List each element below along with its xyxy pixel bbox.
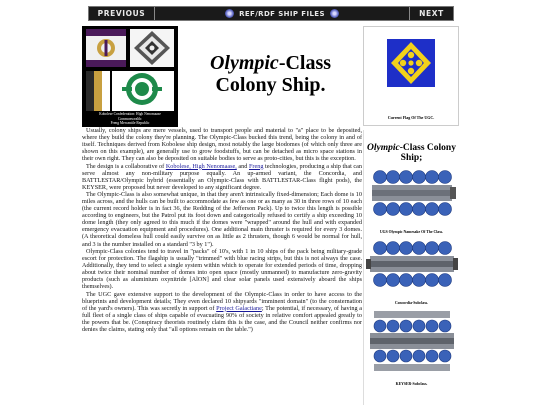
article-paragraph: Olympic-Class colonies tend to travel in "packs" of 10's, with 1 in 10 ships of the pack being military-grade escort for protection. The flagship is usually "trimmed" with blue racing strips, but this is not always the case. Additionally, they tend to select a single system within which to operate for extended periods of time, dropping about twice their nominal number of domes into open space (mostly unmanned) to manufacture zero-gravity products (such as aluminium oxynitride [AlON] and clear solar panels used extensively aboard the ships themselves). <box>82 247 362 291</box>
article-text: The UGC gave extensive support to the development of the Olympic-Class in order to have access to the blueprints and development details; They even declared 10 shipyards "imminent domain" (to the consternation of the yard's owners). This was secretly in support of <box>82 290 362 312</box>
nav-bar <box>88 6 454 21</box>
article-text: The design is a collaborative of <box>86 162 166 170</box>
flag-caption <box>84 112 176 125</box>
ship-files-link[interactable] <box>155 9 409 18</box>
rdf-emblem-icon <box>225 9 234 18</box>
ship-gallery-heading <box>364 143 459 163</box>
keyser-ship-image <box>364 305 460 377</box>
article-body <box>82 127 362 333</box>
flag-caption-line: Commonwealth: <box>118 116 142 121</box>
rdf-emblem-icon <box>330 9 339 18</box>
ship-files-label: REF/RDF SHIP FILES <box>239 9 325 18</box>
article-text: ; The potential, if necessary, of having a full fleet of a single class of ships capable of evacuating 90% of society in relative comfort appealed greatly to the powers that be. (Conspiracy theorists routinely claim this is the case, and the Council neither confirms nor denies the claims, stating only that "all options remain on the table.") <box>82 304 363 333</box>
title-class-suffix: -Class <box>278 52 332 74</box>
article-paragraph <box>82 163 362 191</box>
ship-gallery <box>363 130 459 405</box>
ugc-flag-panel <box>363 26 459 126</box>
confederation-flags-icon <box>82 26 178 112</box>
freng-link[interactable]: Freng <box>248 162 264 170</box>
project-galactiane-link[interactable]: Project Galactiane <box>216 304 262 312</box>
gallery-class-name: Olympic <box>367 143 400 153</box>
olympic-ship-image <box>364 163 460 225</box>
previous-button[interactable]: PREVIOUS <box>89 7 155 20</box>
ship-caption: Concordia-Subclass. <box>394 301 429 305</box>
ship-caption: UGS Olympic Namesake Of The Class. <box>379 230 444 234</box>
ship-caption: KEYSER-Subclass. <box>395 382 428 386</box>
page-title <box>178 52 363 96</box>
article-paragraph <box>82 291 362 333</box>
title-class-name: Olympic <box>209 52 279 74</box>
article-paragraph: The Olympic-Class is also somewhat unique, in that they aren't intrinsically fixed-dimension; Each dome is 10 miles across, and the hulls can be built to accommodate as few as one or as many as 30 in three rows of 10 each (the current record holder is in fact 36, the Redding of the Jefferson Pack). Up to twice this length is possible according to engineers, but the Patrol put its foot down and categorically refused to certify a ship exceeding 10 dome length (they only agreed to this much if the domes were "wrapped" around the hull and with expanded emergency evacuation equipment and procedures). One additional main thruster is required for every 3 domes. (A theoretical domeless hull could easily survive on as little as 2 thrusters, though 6 would be normal for hull, and 3 is the number installed on a standard "3 by 1"). <box>82 191 362 248</box>
article-text: technologies, producing a ship that can serve almost any non-military purpose equally. An up-armed variant, the Concordia, and BATTLESTAR/Olympic hybrid (essentially an Olympic-Class with BATTLESTAR-Class flight pods), the KEYSER, were proposed but never developed to any significant degree. <box>82 162 362 191</box>
confederation-flags-image <box>82 26 178 127</box>
title-line-2: Colony Ship. <box>215 74 326 96</box>
concordia-ship-image <box>364 234 460 296</box>
flag-caption-line: Freng Mercantile Republic <box>110 120 150 125</box>
article-text: and <box>236 162 249 170</box>
kobolese-link[interactable]: Kobolese, High Nenomaase, <box>165 162 237 170</box>
flag-caption-line: Kobolese Confederation: High Nenomaase <box>99 112 161 117</box>
next-button[interactable]: NEXT <box>409 7 453 20</box>
article-paragraph: Usually, colony ships are mere vessels, used to transport people and material to "a" place to be deposited, where they build the colony they're planning. The Olympic-Class bucked this trend, being the colony in and of itself. Techniques derived from Kobolese ship design, most notably the large biodomes (of which only three are shown on this example), are generally use to grow foodstuffs, but can be detached as micro space stations in their own right. They can also be deposited on suitable bodies to serve as proto-cities, but this is the exception. <box>82 127 362 163</box>
gallery-heading-suffix: -Class Colony Ship; <box>399 143 456 163</box>
ugc-flag-caption: Current Flag Of The UGC. <box>387 115 435 120</box>
ugc-flag-icon <box>364 27 460 107</box>
